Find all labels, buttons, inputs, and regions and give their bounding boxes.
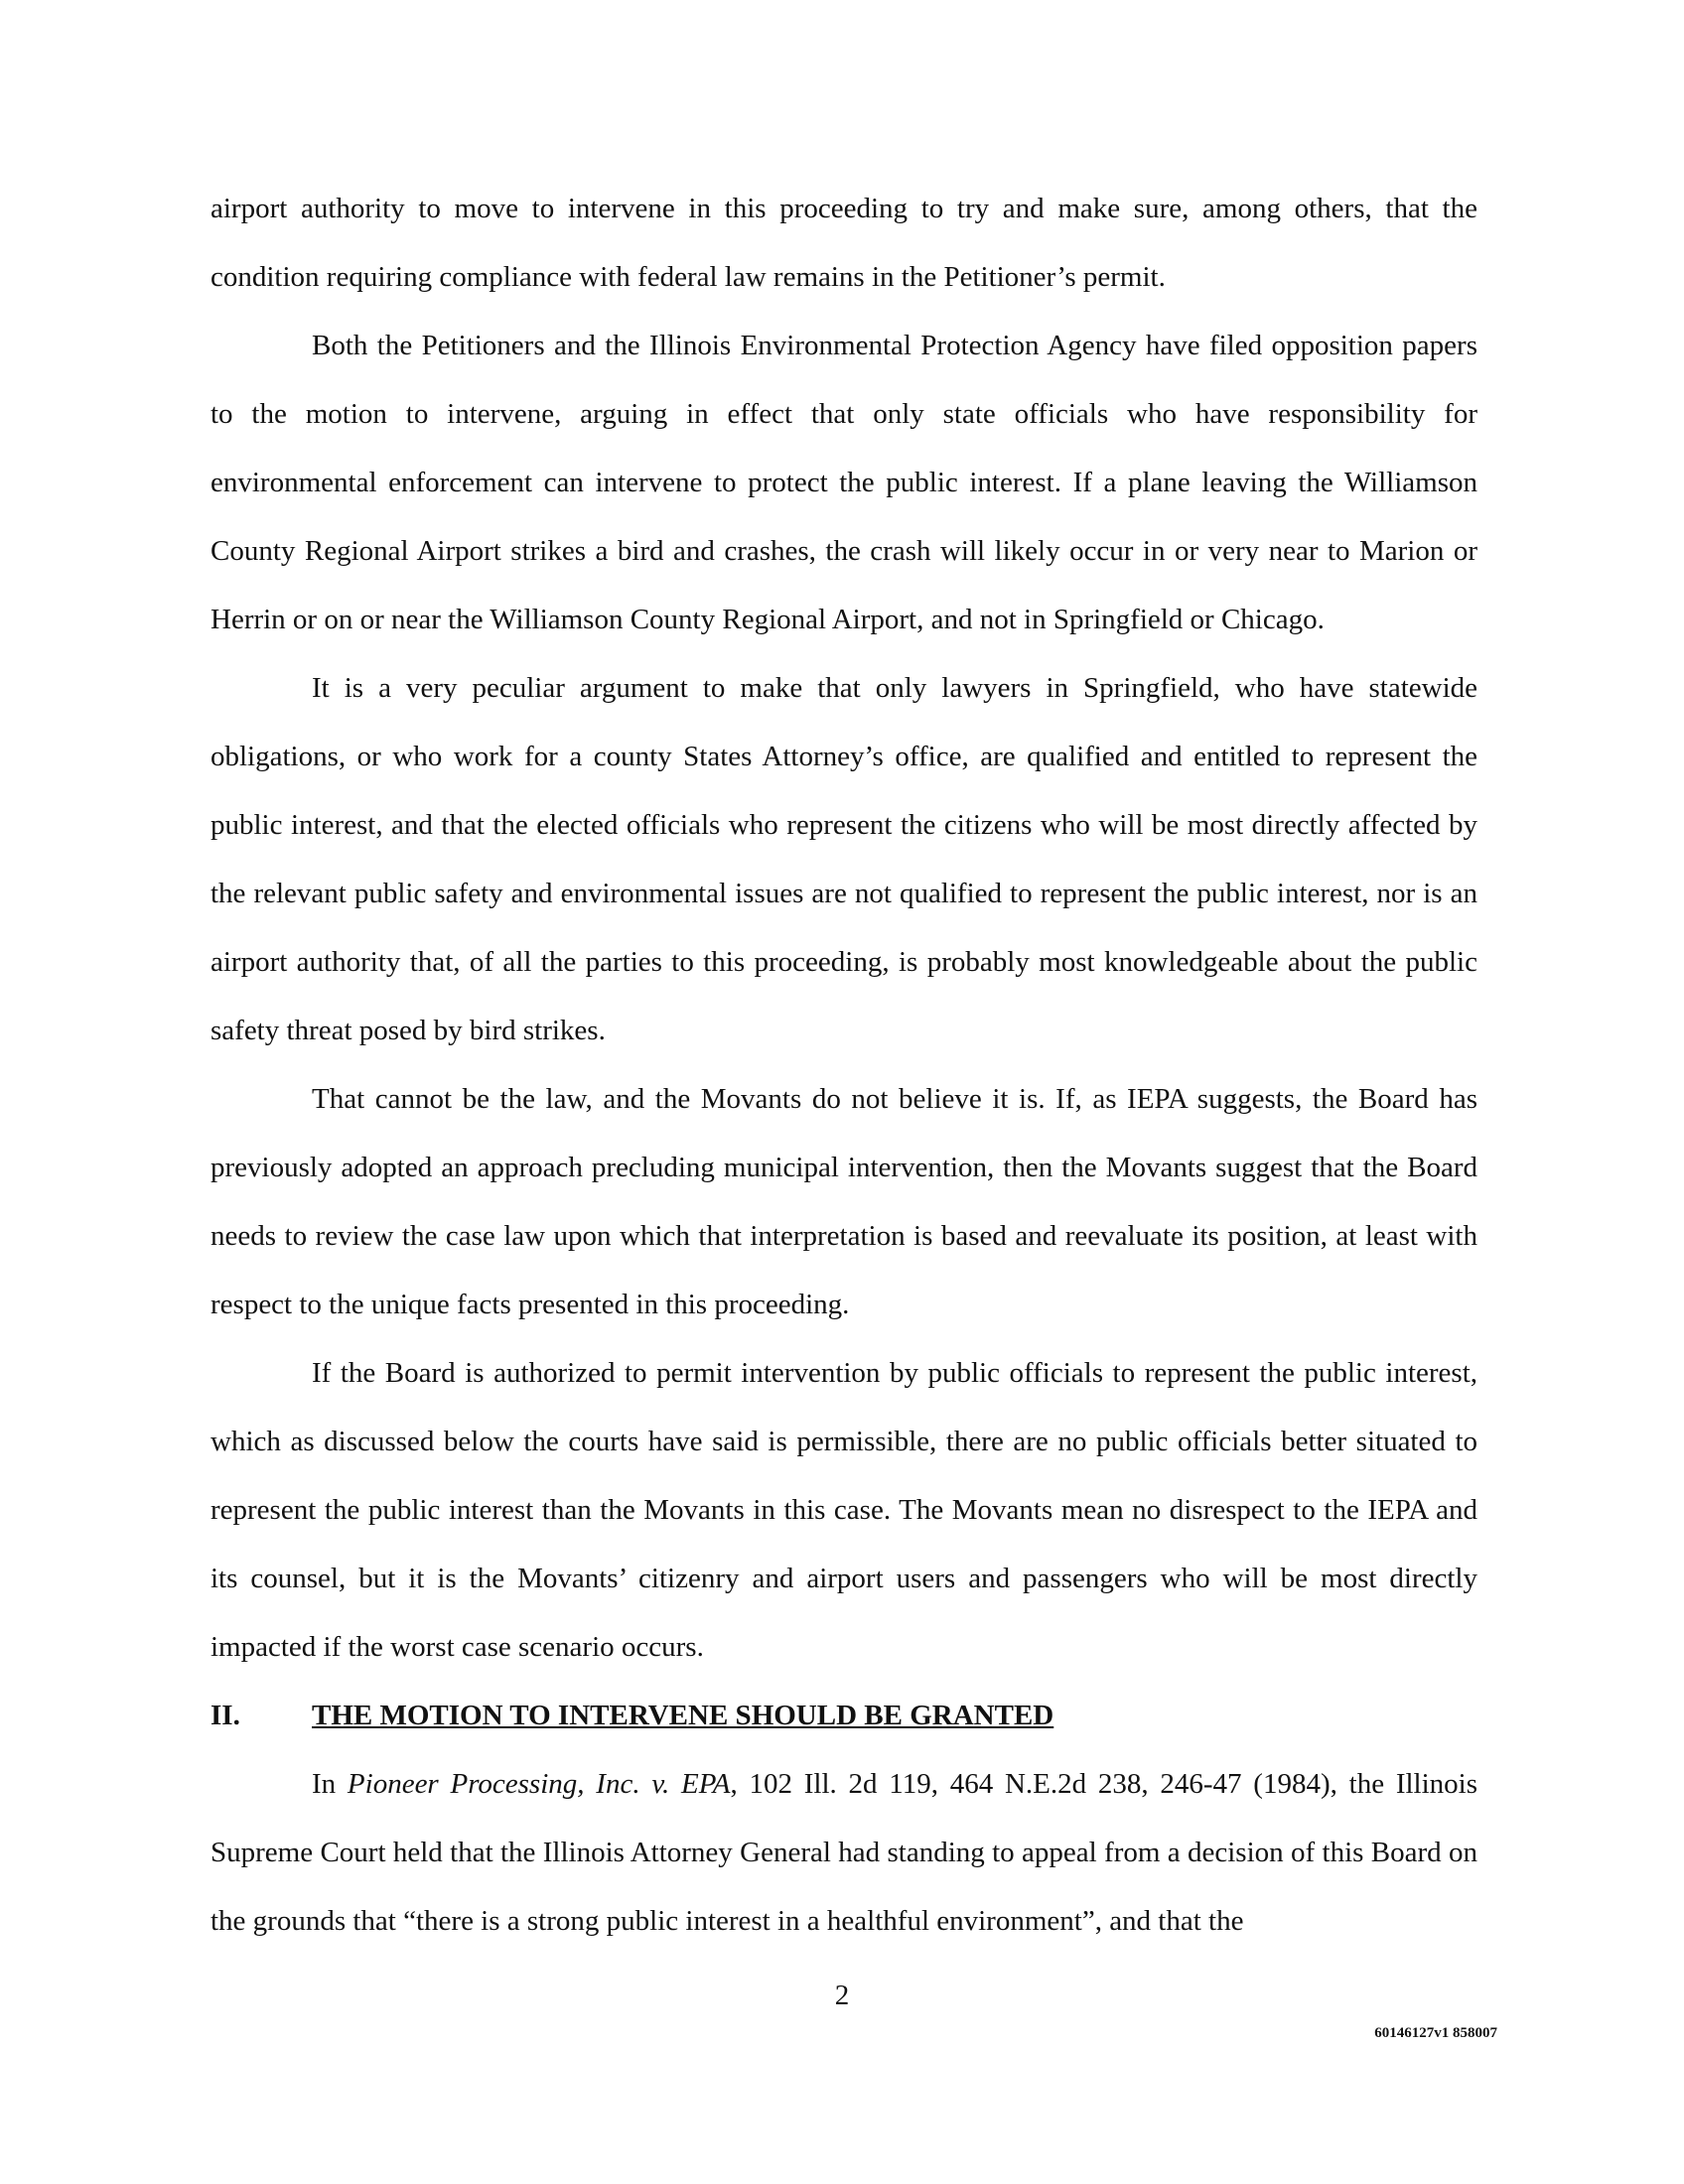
citation-rest: , 102 Ill. 2d 119, 464 N.E.2d 238, 246-47 (1984), the Illinois Supreme Court held that the Illinois Attorney General had standing to appeal from a decision of this Board on the grounds that “there is a strong public interest in a healthful environment”, and that the (210, 1768, 1477, 1937)
paragraph-peculiar-argument: It is a very peculiar argument to make that only lawyers in Springfield, who have statewide obligations, or who work for a county States Attorney’s office, are qualified and entitled to represent the public interest, and that the elected officials who represent the citizens who will be most directly affected by the relevant public safety and environmental issues are not qualified to represent the public interest, nor is an airport authority that, of all the parties to this proceeding, is probably most knowledgeable about the public safety threat posed by bird strikes. (210, 672, 1477, 1046)
paragraph-cannot-be-law: That cannot be the law, and the Movants do not believe it is. If, as IEPA suggests, the Board has previously adopted an approach precluding municipal intervention, then the Movants suggest that the Board needs to review the case law upon which that interpretation is based and reevaluate its position, at least with respect to the unique facts presented in this proceeding. (210, 1083, 1477, 1320)
section-heading (210, 1682, 1477, 1750)
document-body (210, 175, 1477, 1956)
paragraph-continuation: airport authority to move to intervene in this proceeding to try and make sure, among others, that the condition requiring compliance with federal law remains in the Petitioner’s permit. (210, 193, 1477, 293)
document-id: 60146127v1 858007 (1374, 2025, 1497, 2041)
paragraph-board-authorized: If the Board is authorized to permit intervention by public officials to represent the public interest, which as discussed below the courts have said is permissible, there are no public officials better situated to represent the public interest than the Movants in this case. The Movants mean no disrespect to the IEPA and its counsel, but it is the Movants’ citizenry and airport users and passengers who will be most directly impacted if the worst case scenario occurs. (210, 1357, 1477, 1663)
section-title: THE MOTION TO INTERVENE SHOULD BE GRANTED (312, 1700, 1054, 1731)
case-name: Pioneer Processing, Inc. v. EPA (347, 1768, 731, 1800)
section-number: II. (210, 1700, 240, 1731)
paragraph-opposition: Both the Petitioners and the Illinois Environmental Protection Agency have filed opposition papers to the motion to intervene, arguing in effect that only state officials who have responsibility for environmental enforcement can intervene to protect the public interest. If a plane leaving the Williamson County Regional Airport strikes a bird and crashes, the crash will likely occur in or very near to Marion or Herrin or on or near the Williamson County Regional Airport, and not in Springfield or Chicago. (210, 330, 1477, 635)
paragraph-pioneer-processing (210, 1750, 1477, 1956)
citation-lead: In (312, 1768, 348, 1800)
page-number: 2 (834, 1979, 850, 2011)
